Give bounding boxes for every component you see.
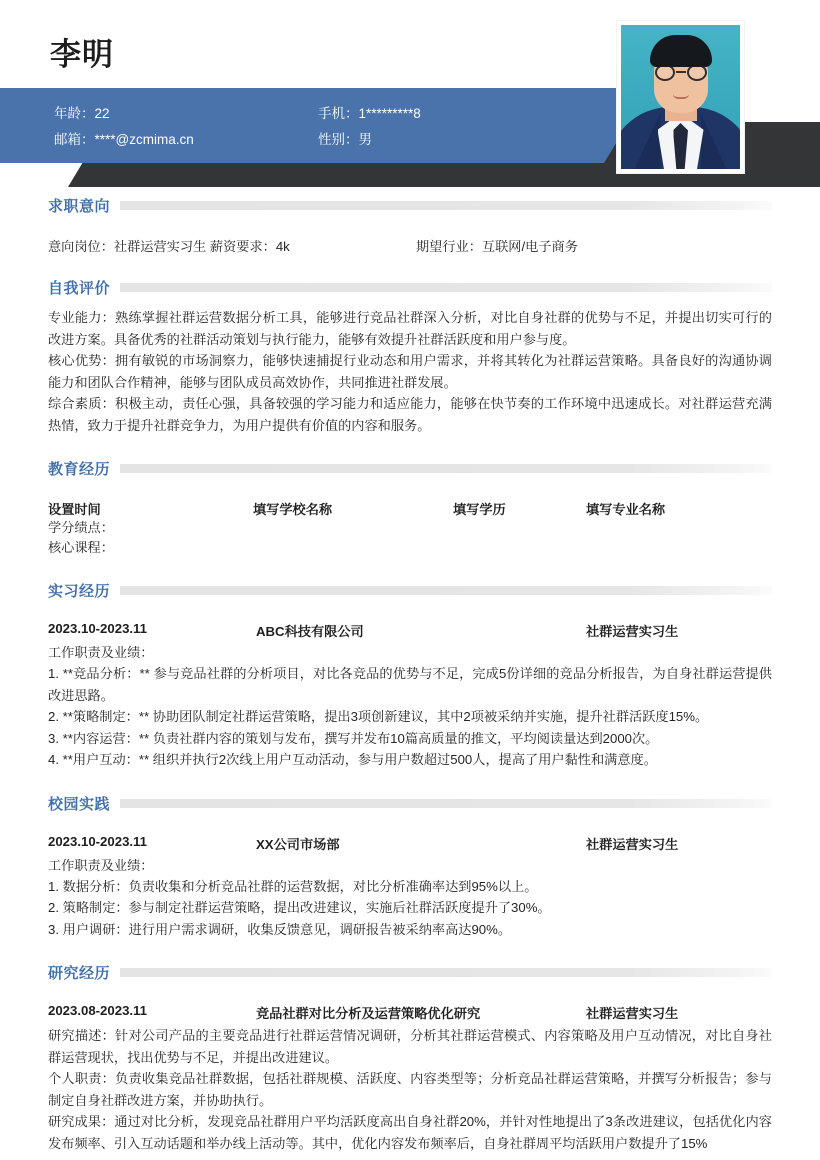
list-item: 1. **竞品分析：** 参与竞品社群的分析项目，对比各竞品的优势与不足，完成5份详细的竞品分析报告，为自身社群运营提供改进思路。 [48,666,772,703]
campus-subhead: 工作职责及业绩： [48,857,154,873]
section-internship [0,580,820,771]
section-rule [120,464,772,473]
self-eval-paragraph: 综合素质：积极主动，责任心强，具备较强的学习能力和适应能力，能够在快节奏的工作环境中迅速成长。对社群运营充满热情，致力于提升社群竞争力，为用户提供有价值的内容和服务。 [48,396,772,433]
section-title-self-evaluation: 自我评价 [48,280,111,297]
section-rule [120,586,772,595]
campus-bullets [48,876,772,941]
list-item: 3. 用户调研：进行用户需求调研，收集反馈意见，调研报告被采纳率高达90%。 [48,921,512,937]
list-item: 1. 数据分析：负责收集和分析竞品社群的运营数据，对比分析准确率达到95%以上。 [48,878,538,894]
spacer [0,558,820,580]
age-field: 年龄：22 [54,106,110,121]
internship-company: ABC科技有限公司 [256,624,364,639]
campus-entry-header [48,834,772,853]
education-col-major: 填写专业名称 [586,502,666,517]
job-intent-row [48,236,772,255]
spacer [48,823,772,834]
research-date: 2023.08-2023.11 [48,1003,148,1018]
section-title-education: 教育经历 [48,461,111,478]
list-item: 4. **用户互动：** 组织并执行2次线上用户互动活动，参与用户数超过500人，提高了用户黏性和满意度。 [48,752,657,767]
self-eval-paragraph: 专业能力：熟练掌握社群运营数据分析工具，能够进行竞品社群深入分析，对比自身社群的优势与不足，并提出切实可行的改进方案。具备优秀的社群活动策划与执行能力，能够有效提升社群活跃度和用户参与度。 [48,310,772,347]
education-col-degree: 填写学历 [453,502,506,517]
section-header [48,458,772,479]
section-header [48,793,772,814]
contact-row [54,101,650,127]
section-rule [120,968,772,977]
research-paragraph: 研究描述：针对公司产品的主要竞品进行社群运营情况调研，分析其社群运营模式、内容策略及用户互动情况，对比自身社群运营现状，找出优势与不足，并提出改进建议。 [48,1028,772,1065]
list-item: 2. 策略制定：参与制定社群运营策略，提出改进建议，实施后社群活跃度提升了30%。 [48,900,551,915]
portrait-mouth [673,94,689,99]
contact-row [54,127,650,153]
section-research [0,962,820,1154]
education-header-row [48,499,772,518]
internship-role: 社群运营实习生 [586,624,679,639]
gender-field: 性别：男 [318,132,372,147]
section-title-job-intent: 求职意向 [48,198,111,215]
section-title-internship: 实习经历 [48,583,111,600]
research-entry-header [48,1003,772,1022]
spacer [48,225,772,236]
portrait-hair [650,35,712,67]
avatar [617,21,744,173]
education-col-school: 填写学校名称 [253,502,333,517]
spacer [0,771,820,793]
section-rule [120,283,772,292]
internship-bullets [48,663,772,771]
email-field: 邮箱：****@zcmima.cn [54,132,194,147]
section-education [0,458,820,558]
list-item: 3. **内容运营：** 负责社群内容的策划与发布，撰写并发布10篇高质量的推文，平均阅读量达到2000次。 [48,730,659,746]
education-col-time: 设置时间 [48,502,101,517]
resume-header [0,0,820,195]
contact-info [0,88,650,163]
section-rule [120,201,772,210]
section-job-intent [0,195,820,255]
spacer [48,488,772,499]
self-eval-paragraph: 核心优势：拥有敏锐的市场洞察力，能够快速捕捉行业动态和用户需求，并将其转化为社群运营策略。具备良好的沟通协调能力和团队合作精神，能够与团队成员高效协作，共同推进社群发展。 [48,353,772,390]
spacer [0,940,820,962]
list-item: 2. **策略制定：** 协助团队制定社群运营策略，提出3项创新建议，其中2项被采纳并实施，提升社群活跃度15%。 [48,709,709,724]
internship-subhead: 工作职责及业绩： [48,645,154,660]
section-header [48,962,772,983]
section-header [48,195,772,216]
section-header [48,277,772,298]
section-title-research: 研究经历 [48,965,111,982]
research-paragraph: 研究成果：通过对比分析，发现竞品社群用户平均活跃度高出自身社群20%，并针对性地提出了3条改进建议，包括优化内容发布频率、引入互动话题和举办线上活动等。其中，优化内容发布频率后，自身社群周平均活跃用户数提升了15% [48,1114,772,1151]
internship-entry-header [48,621,772,640]
page-title: 李明 [50,37,114,72]
research-paragraph: 个人职责：负责收集竞品社群数据，包括社群规模、活跃度、内容类型等；分析竞品社群运营策略，并撰写分析报告；参与制定自身社群改进方案，并协助执行。 [48,1071,772,1108]
campus-org: XX公司市场部 [256,836,340,852]
internship-date: 2023.10-2023.11 [48,621,148,636]
portrait-photo [621,25,740,169]
education-gpa-field: 学分绩点： [48,520,114,535]
research-topic: 竞品社群对比分析及运营策略优化研究 [256,1006,481,1021]
spacer [0,255,820,277]
campus-date: 2023.10-2023.11 [48,833,148,849]
glasses-bridge [676,71,686,73]
section-self-evaluation [0,277,820,436]
section-header [48,580,772,601]
section-title-campus-practice: 校园实践 [48,795,111,813]
phone-field: 手机：1*********8 [318,106,421,121]
resume-body [0,195,820,1154]
job-intent-industry: 期望行业：互联网/电子商务 [416,239,578,254]
education-courses-field: 核心课程： [48,540,114,555]
spacer [48,610,772,621]
spacer [0,436,820,458]
spacer [48,992,772,1003]
section-rule [120,799,772,808]
research-role: 社群运营实习生 [586,1006,679,1021]
job-intent-position: 意向岗位：社群运营实习生 薪资要求：4k [48,239,290,254]
campus-role: 社群运营实习生 [586,836,679,852]
section-campus-practice [0,793,820,941]
